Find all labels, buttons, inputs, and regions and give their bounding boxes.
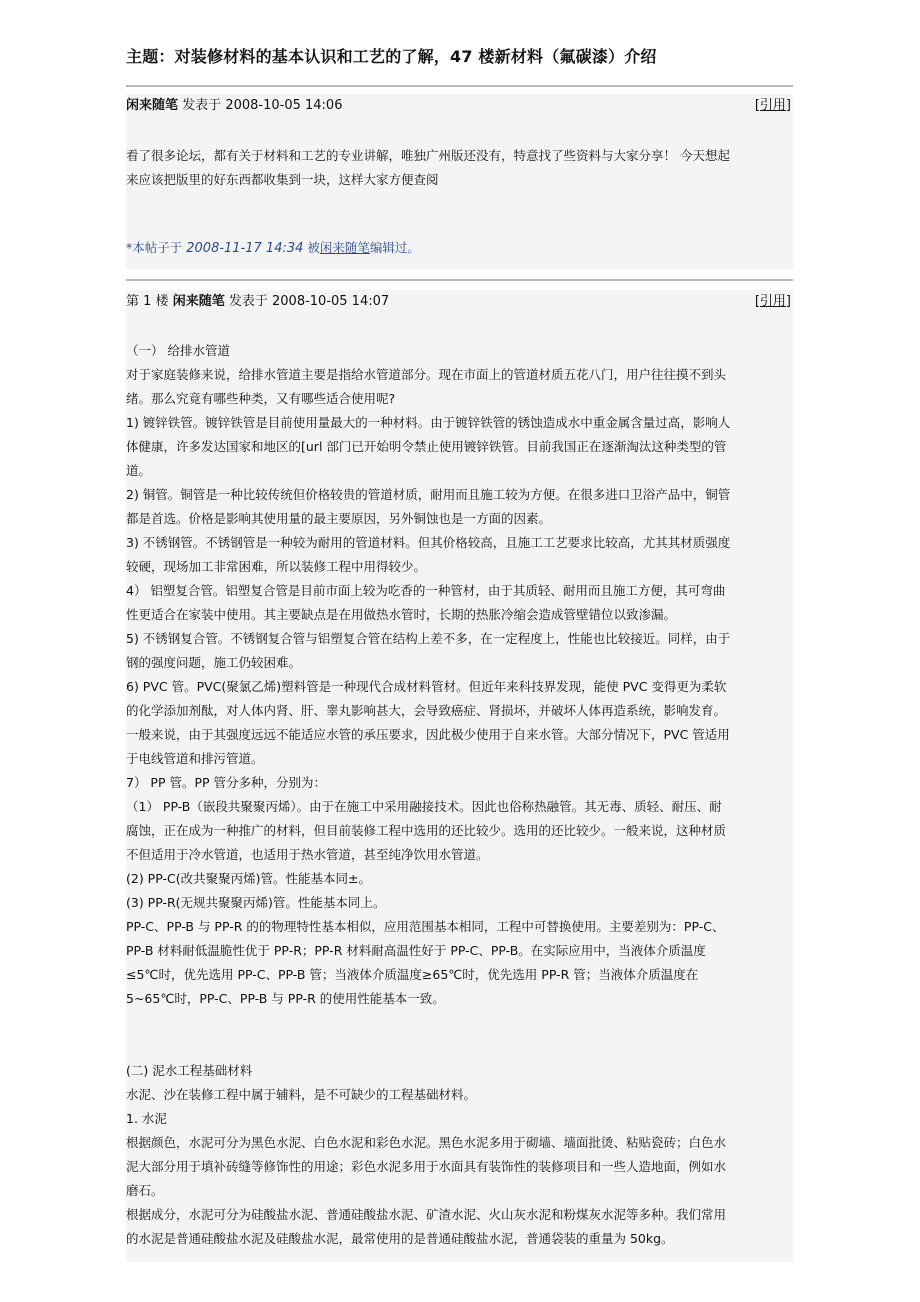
body-line: 磨石。 <box>126 1183 164 1198</box>
edit-prefix: *本帖子于 <box>126 240 183 255</box>
body-line: 对于家庭装修来说，给排水管道主要是指给水管道部分。现在市面上的管道材质五花八门，用户往往摸不到头 <box>126 367 727 382</box>
body-line: 体健康，许多发达国家和地区的[url 部门已开始明令禁止使用镀锌铁管。目前我国正在逐渐淘汰这种类型的管 <box>126 439 727 454</box>
body-line: 于电线管道和排污管道。 <box>126 751 264 766</box>
body-line: (二) 泥水工程基础材料 <box>126 1063 253 1078</box>
author-name[interactable]: 闲来随笔 <box>126 98 179 113</box>
edit-by: 被 <box>307 240 320 255</box>
body-line <box>126 1035 793 1059</box>
body-line: （1） PP-B（嵌段共聚聚丙烯）。由于在施工中采用融接技术。因此也俗称热融管。其无毒、质轻、耐压、耐 <box>126 799 722 814</box>
body-line: 绪。那么究竟有哪些种类，又有哪些适合使用呢? <box>126 391 396 406</box>
edit-time: 2008-11-17 14:34 <box>186 241 304 256</box>
body-line: 6) PVC 管。PVC(聚氯乙烯)塑料管是一种现代合成材料管材。但近年来科技界发现，能使 PVC 变得更为柔软 <box>126 679 727 694</box>
body-line: (3) PP-R(无规共聚聚丙烯)管。性能基本同上。 <box>126 895 386 910</box>
body-line: PP-C、PP-B 与 PP-R 的的物理特性基本相似，应用范围基本相同，工程中可替换使用。主要差别为：PP-C、 <box>126 919 725 934</box>
post-1 <box>126 290 793 1262</box>
body-line: 一般来说，由于其强度远远不能适应水管的承压要求，因此极少使用于自来水管。大部分情况下，PVC 管适用 <box>126 727 730 742</box>
body-line <box>126 1011 793 1035</box>
body-line: 泥大部分用于填补砖缝等修饰性的用途；彩色水泥多用于水面具有装饰性的装修项目和一些人造地面，例如水 <box>126 1159 727 1174</box>
body-line: PP-B 材料耐低温脆性优于 PP-R；PP-R 材料耐高温性好于 PP-C、PP-B。在实际应用中，当液体介质温度 <box>126 943 706 958</box>
post-header <box>126 290 793 314</box>
post-0 <box>126 94 793 269</box>
body-line: 1) 镀锌铁管。镀锌铁管是目前使用量最大的一种材料。由于镀锌铁管的锈蚀造成水中重金属含量过高，影响人 <box>126 415 731 430</box>
body-line: 不但适用于冷水管道，也适用于热水管道，甚至纯净饮用水管道。 <box>126 847 489 862</box>
body-line: 根据成分，水泥可分为硅酸盐水泥、普通硅酸盐水泥、矿渣水泥、火山灰水泥和粉煤灰水泥等多种。我们常用 <box>126 1207 727 1222</box>
body-line: 道。 <box>126 463 152 478</box>
posted-label: 发表于 <box>228 294 268 309</box>
body-line: 的水泥是普通硅酸盐水泥及硅酸盐水泥，最常使用的是普通硅酸盐水泥，普通袋装的重量为 50kg。 <box>126 1231 674 1246</box>
body-line: 都是首选。价格是影响其使用量的最主要原因，另外铜蚀也是一方面的因素。 <box>126 511 552 526</box>
divider <box>126 85 793 87</box>
body-line: 5~65℃时，PP-C、PP-B 与 PP-R 的使用性能基本一致。 <box>126 991 445 1006</box>
body-line: （一） 给排水管道 <box>126 343 230 358</box>
posted-label: 发表于 <box>182 98 222 113</box>
post-datetime: 2008-10-05 14:06 <box>225 98 343 113</box>
body-line: 钢的强度问题，施工仍较困难。 <box>126 655 302 670</box>
thread-title: 主题：对装修材料的基本认识和工艺的了解，47 楼新材料（氟碳漆）介绍 <box>126 47 657 66</box>
post-header <box>126 94 793 118</box>
body-line: 性更适合在家装中使用。其主要缺点是在用做热水管时，长期的热胀冷缩会造成管壁错位以致渗漏。 <box>126 607 677 622</box>
body-line: (2) PP-C(改共聚聚丙烯)管。性能基本同±。 <box>126 871 371 886</box>
body-line: 7） PP 管。PP 管分多种，分别为： <box>126 775 327 790</box>
body-line: 5) 不锈钢复合管。不锈钢复合管与铝塑复合管在结构上差不多，在一定程度上，性能也比较接近。同样，由于 <box>126 631 731 646</box>
divider <box>126 279 793 281</box>
body-line: 来应该把版里的好东西都收集到一块，这样大家方便查阅 <box>126 172 439 187</box>
edit-suffix: 编辑过。 <box>369 240 420 255</box>
author-name[interactable]: 闲来随笔 <box>172 294 225 309</box>
body-line: 腐蚀，正在成为一种推广的材料，但目前装修工程中选用的还比较少。选用的还比较少。一般来说，这种材质 <box>126 823 727 838</box>
body-line: 3) 不锈钢管。不锈钢管是一种较为耐用的管道材料。但其价格较高，且施工工艺要求比较高，尤其其材质强度 <box>126 535 731 550</box>
body-line: 的化学添加剂酞，对人体内肾、肝、睾丸影响甚大，会导致癌症、肾损坏，并破坏人体再造系统，影响发育。 <box>126 703 727 718</box>
body-line: 4） 铝塑复合管。铝塑复合管是目前市面上较为吃香的一种管材，由于其质轻、耐用而且施工方便，其可弯曲 <box>126 583 726 598</box>
post-body <box>126 144 793 192</box>
body-line: 水泥、沙在装修工程中属于辅料，是不可缺少的工程基础材料。 <box>126 1087 477 1102</box>
edit-user-link[interactable]: 闲来随笔 <box>319 240 370 255</box>
body-line: 2) 铜管。铜管是一种比较传统但价格较贵的管道材质，耐用而且施工较为方便。在很多进口卫浴产品中，铜管 <box>126 487 731 502</box>
body-line: 1. 水泥 <box>126 1111 167 1126</box>
body-line: ≤5℃时，优先选用 PP-C、PP-B 管；当液体介质温度≥65℃时，优先选用 PP-R 管；当液体介质温度在 <box>126 967 699 982</box>
post-body <box>126 339 793 1251</box>
floor-label: 第 1 楼 <box>126 294 169 309</box>
quote-link[interactable]: [引用] <box>754 98 791 113</box>
quote-link[interactable]: [引用] <box>754 294 791 309</box>
body-line: 看了很多论坛，都有关于材料和工艺的专业讲解，唯独广州版还没有，特意找了些资料与大家分享！ 今天想起 <box>126 148 730 163</box>
edit-notice <box>126 238 793 256</box>
body-line: 根据颜色，水泥可分为黑色水泥、白色水泥和彩色水泥。黑色水泥多用于砌墙、墙面批烫、粘贴瓷砖；白色水 <box>126 1135 727 1150</box>
body-line: 较硬，现场加工非常困难，所以装修工程中用得较少。 <box>126 559 427 574</box>
post-datetime: 2008-10-05 14:07 <box>272 294 390 309</box>
